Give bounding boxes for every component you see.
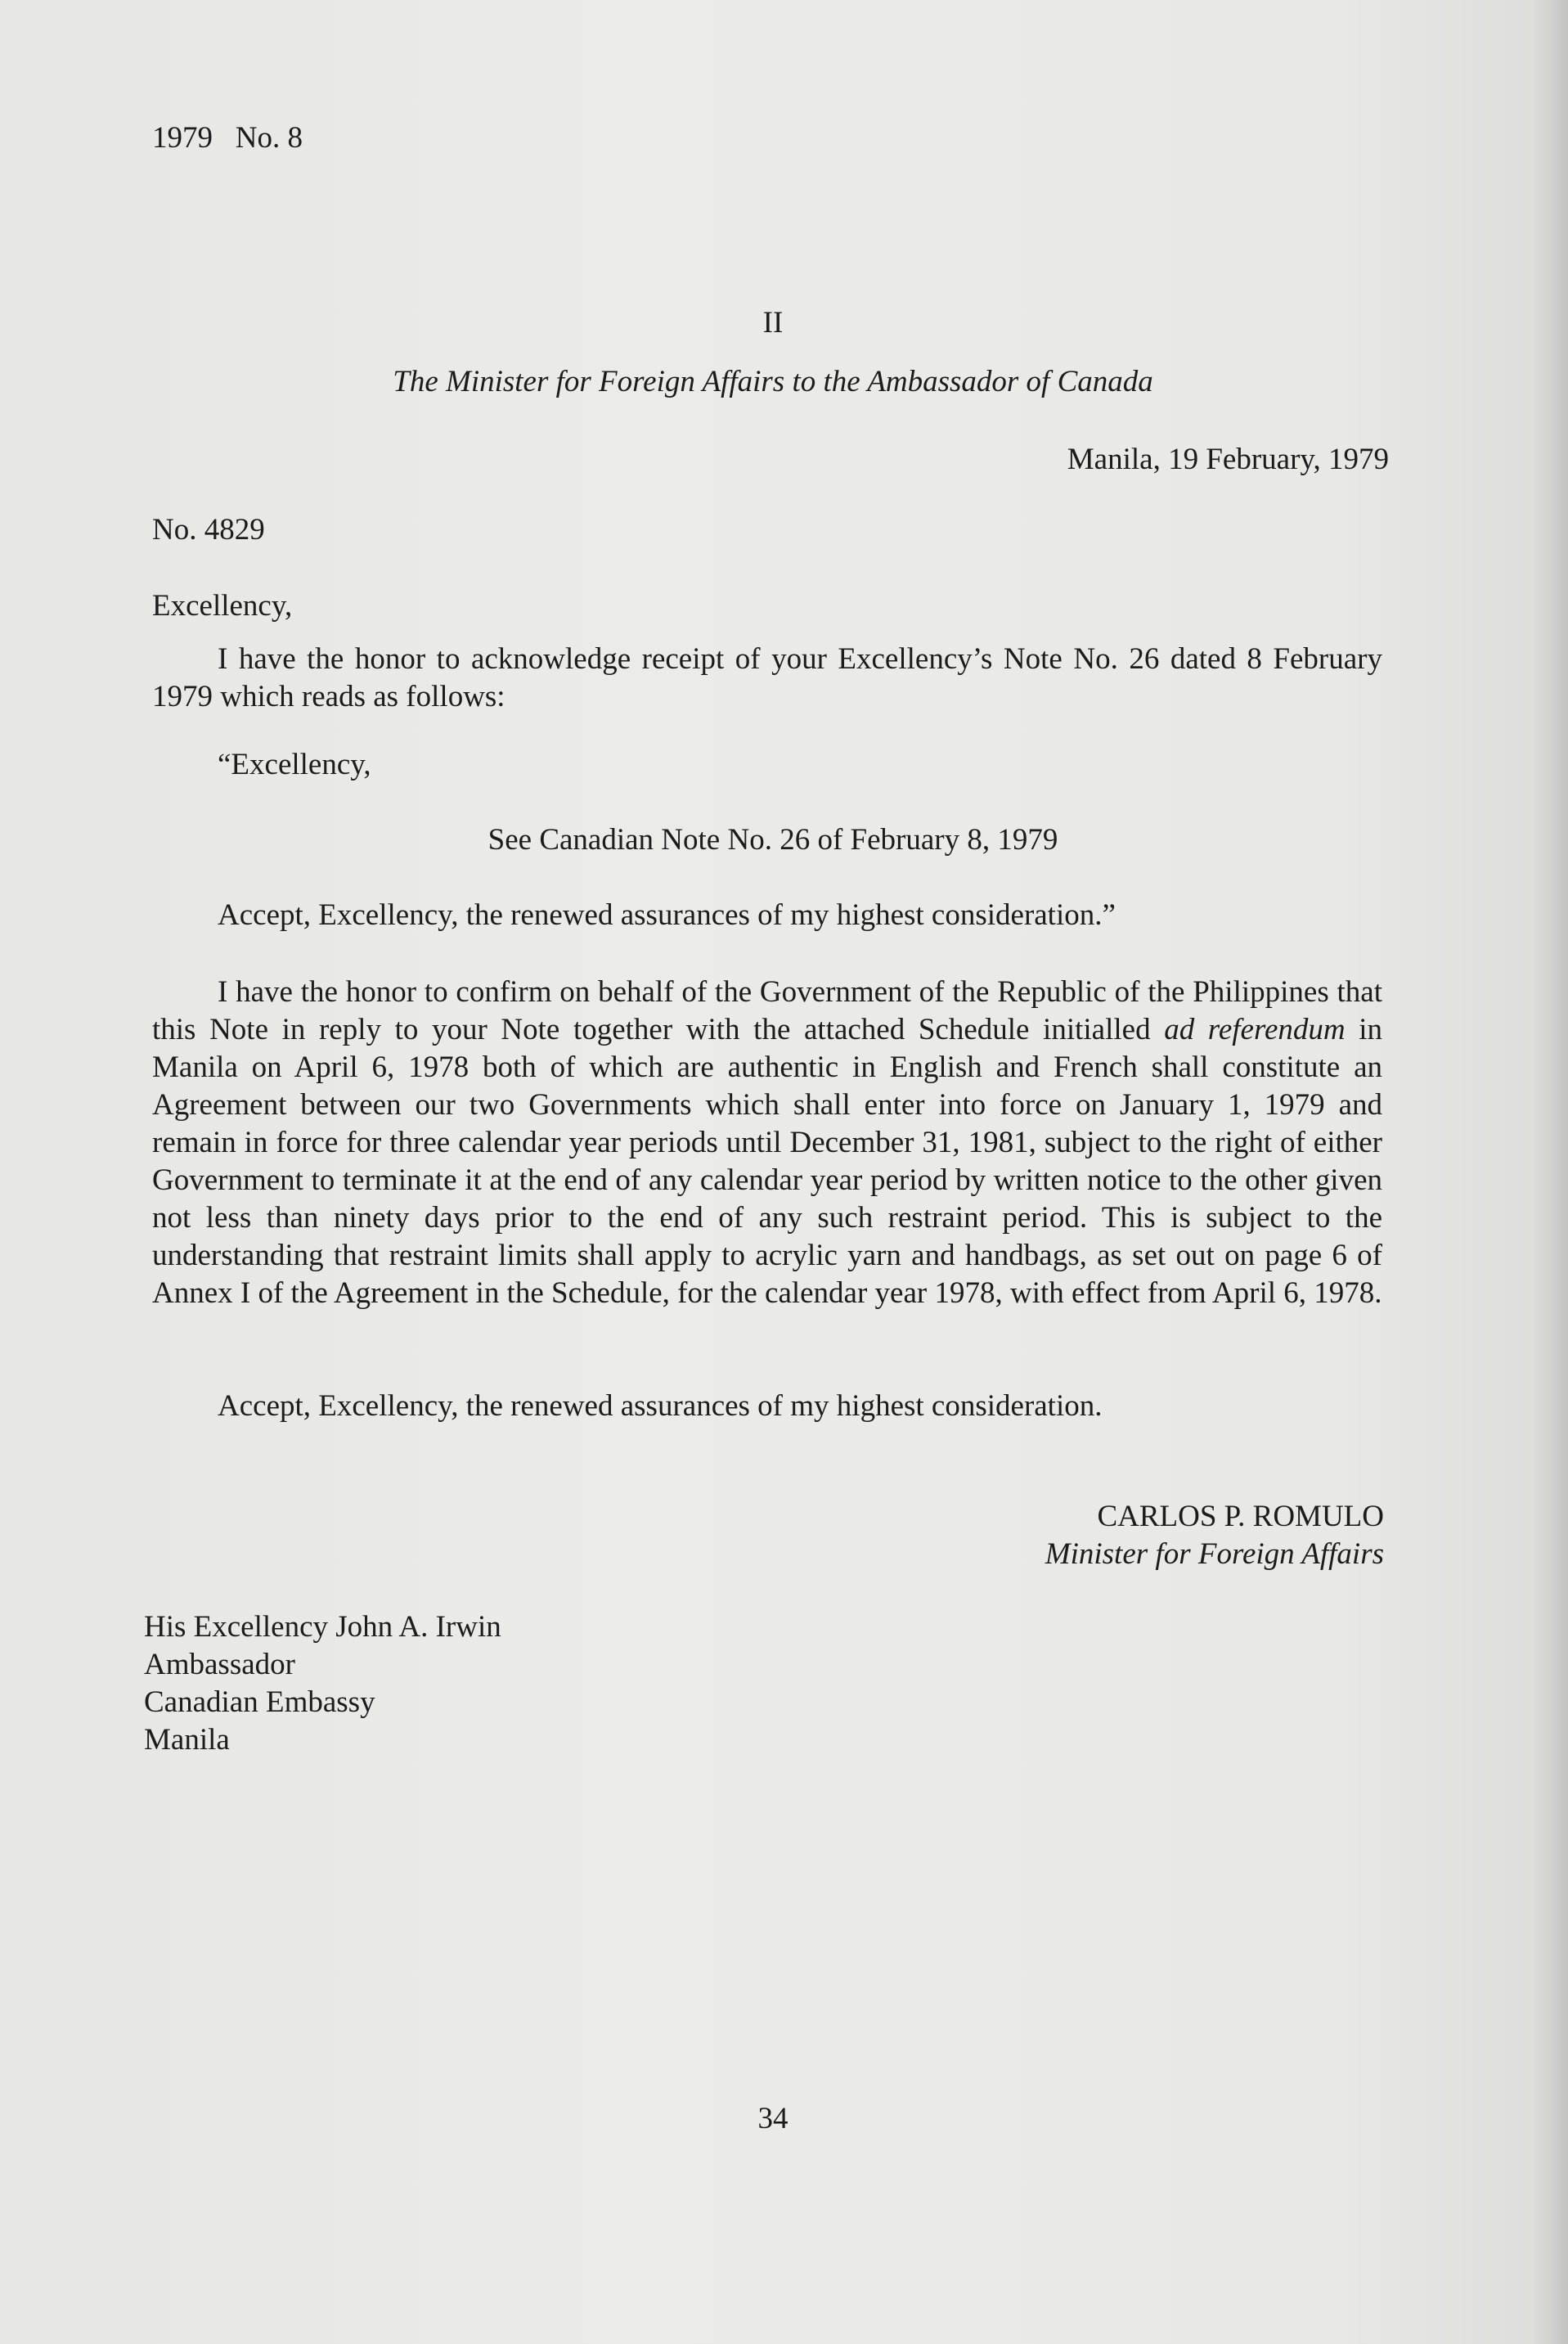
page-edge-shadow xyxy=(1531,0,1568,2344)
addressee-line: Ambassador xyxy=(144,1648,295,1681)
addressee-line: Manila xyxy=(144,1723,230,1757)
section-number: II xyxy=(762,306,784,340)
paragraph-confirmation xyxy=(152,974,1382,1312)
paragraph-acknowledge: I have the honor to acknowledge receipt of your Excellency’s Note No. 26 dated 8 February 1979 which reads as follows: xyxy=(152,642,1382,713)
paragraph-confirmation-part1: I have the honor to confirm on behalf of the Government of the Republic of the Philippines that this Note in reply to your Note together with the attached Schedule initialled xyxy=(152,975,1382,1046)
note-number: No. 4829 xyxy=(152,513,265,547)
dateline: Manila, 19 February, 1979 xyxy=(1067,443,1389,476)
letter-subtitle: The Minister for Foreign Affairs to the Ambassador of Canada xyxy=(393,365,1153,398)
addressee-line: His Excellency John A. Irwin xyxy=(144,1610,501,1644)
page-number: 34 xyxy=(757,2102,788,2135)
paragraph-confirmation-part2: in Manila on April 6, 1978 both of which are authentic in English and French shall constitute an Agreement between our two Governments which shall enter into force on January 1, 1979 and remain in force for three calendar year periods until December 31, 1981, subject to the right of either Government to terminate it at the end of any calendar year period by written notice to the other given not less than ninety days prior to the end of any such restraint period. This is subject to the understanding that restraint limits shall apply to acrylic yarn and handbags, as set out on page 6 of Annex I of the Agreement in the Schedule, for the calendar year 1978, with effect from April 6, 1978. xyxy=(152,1013,1383,1310)
quote-closing: Accept, Excellency, the renewed assurances of my highest consideration.” xyxy=(218,898,1116,932)
signatory-title: Minister for Foreign Affairs xyxy=(1045,1537,1384,1571)
signatory-name: CARLOS P. ROMULO xyxy=(1097,1500,1384,1533)
quote-salutation: “Excellency, xyxy=(218,748,371,781)
salutation: Excellency, xyxy=(152,589,293,623)
quote-reference: See Canadian Note No. 26 of February 8, 1979 xyxy=(487,823,1058,857)
document-header: 1979 No. 8 xyxy=(152,121,303,155)
paragraph-closing: Accept, Excellency, the renewed assurances of my highest consideration. xyxy=(218,1389,1103,1423)
addressee-line: Canadian Embassy xyxy=(144,1685,375,1719)
paragraph-confirmation-italic: ad referendum xyxy=(1164,1013,1346,1046)
